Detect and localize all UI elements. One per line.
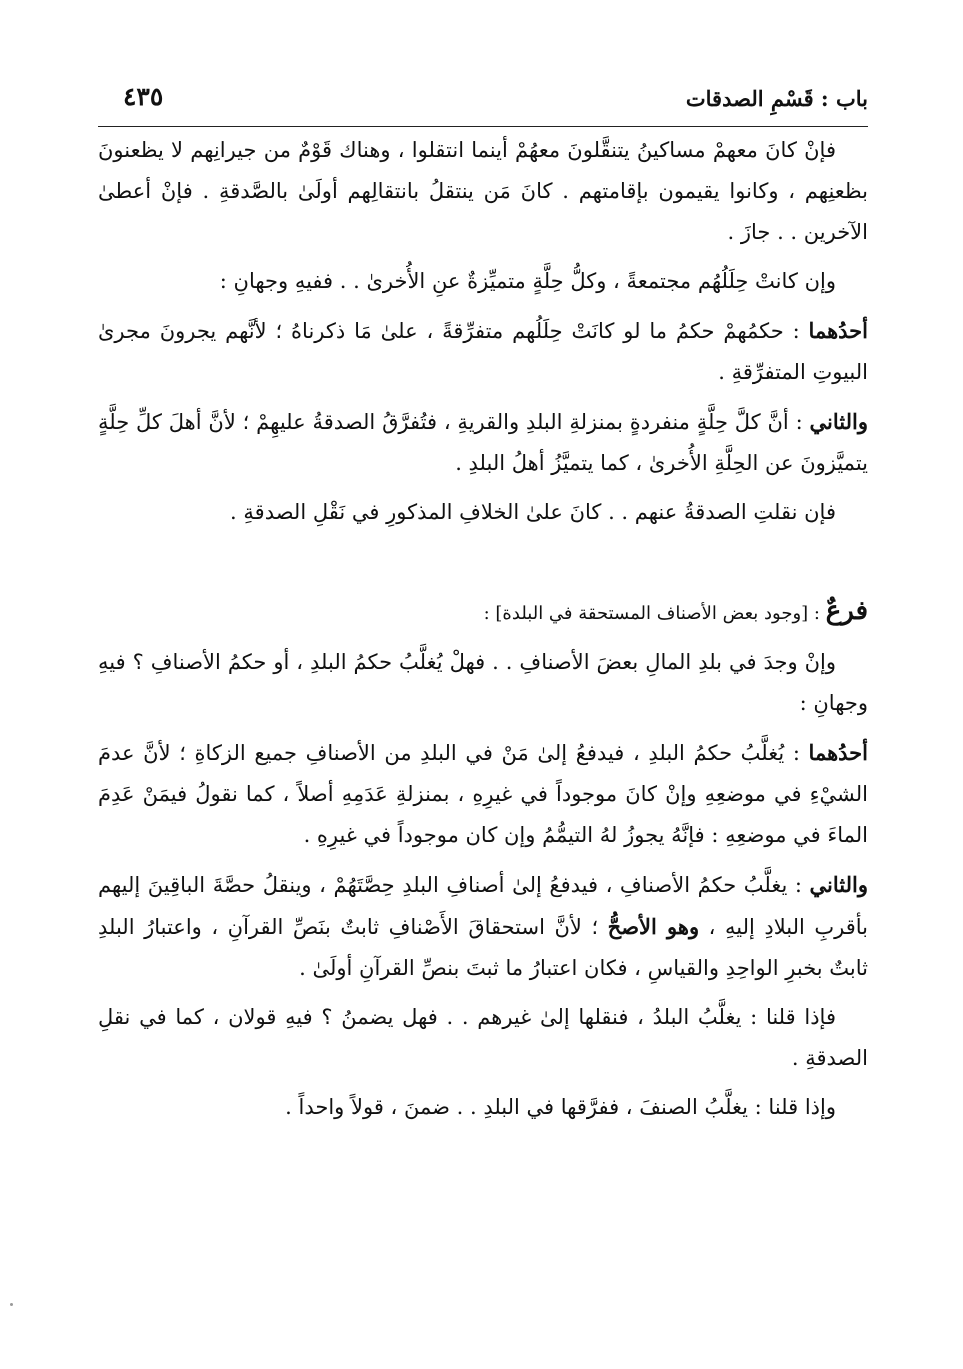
- preferred-view-label: وهو الأصحُّ: [607, 914, 700, 939]
- paragraph-5-text: فإن نقلتِ الصدقةُ عنهم . . كانَ علىٰ الخلافِ المذكورِ في نَقْلِ الصدقةِ .: [230, 500, 836, 524]
- second-view-label-2: والثاني: [809, 872, 868, 897]
- running-title: باب : قَسْمِ الصدقات: [685, 86, 868, 111]
- paragraph-9: [98, 997, 868, 1079]
- second-view-label: والثاني: [809, 409, 868, 434]
- page-header: [98, 78, 868, 124]
- far-word: فرعٌ: [825, 596, 868, 626]
- section-heading: [98, 591, 868, 634]
- paragraph-8: [98, 864, 868, 989]
- paragraph-1: [98, 130, 868, 253]
- page-number: ٤٣٥: [123, 82, 164, 111]
- paragraph-10: [98, 1087, 868, 1128]
- paragraph-9-text: فإذا قلنا : يغلَّبُ البلدُ ، فنقلها إلىٰ غيرهم . . فهل يضمنُ ؟ فيهِ قولان ، كما في نقلِ الصدقةِ .: [98, 1005, 868, 1070]
- header-rule: [98, 126, 868, 127]
- paragraph-8-text-a: : يغلَّبُ حكمُ الأصنافِ ، فيدفعُ إلىٰ أصنافِ البلدِ حِصَّتَهُمْ ، وينقلُ حصَّةَ الباقِينَ إليهم بأقربِ البلادِ إليهِ ،: [98, 873, 868, 939]
- paragraph-4-text: : أنَّ كلَّ حِلَّةٍ منفردةٍ بمنزلةِ البلدِ والقريةِ ، فتُفرَّقُ الصدقةُ عليهِمْ ؛ لأنَّ أهلَ كلِّ حِلَّةٍ يتميَّزونَ عن الحِلَّةِ الأُخرىٰ ، كما يتميَّزُ أهلُ البلدِ .: [98, 410, 868, 475]
- paragraph-6: [98, 642, 868, 724]
- paragraph-2-text: وإن كانتْ حِلَلُهُم مجتمعةً ، وكلُّ حِلَّةٍ متميِّزةٌ عنِ الأُخرىٰ . . ففيهِ وجهانِ :: [219, 269, 836, 293]
- first-view-label-2: أحدُهما: [808, 740, 868, 765]
- paragraph-10-text: وإذا قلنا : يغلَّبُ الصنفَ ، ففرَّقها في البلدِ . . ضمنَ ، قولاً واحداً .: [285, 1095, 836, 1119]
- paragraph-8-text-b: ؛ لأنَّ استحقاقَ الأَصْنافِ ثابتٌ بنَصِّ القرآنِ ، واعتبارُ البلدِ ثابتٌ بخبرِ الواحِدِ والقياسِ ، فكان اعتبارُ ما ثبتَ بنصِّ القرآنِ أولَىٰ .: [98, 915, 868, 980]
- paragraph-6-text: وإنْ وجدَ في بلدِ المالِ بعضَ الأصنافِ . . فهلْ يُغلَّبُ حكمُ البلدِ ، أو حكمُ الأصنافِ ؟ فيهِ وجهانِ :: [98, 650, 868, 715]
- paragraph-2: [98, 261, 868, 302]
- section-gap: [98, 541, 868, 591]
- first-view-label: أحدُهما: [808, 318, 868, 343]
- margin-speck: [10, 1303, 13, 1306]
- section-title: : [وجود بعض الأصناف المستحقة في البلدة] :: [483, 603, 826, 624]
- paragraph-4: [98, 401, 868, 484]
- paragraph-5: [98, 492, 868, 533]
- page-body: [98, 130, 868, 1136]
- paragraph-1-text: فإنْ كانَ معهمْ مساكينُ يتنقَّلونَ معهُمْ أينما انتقلوا ، وهناك قَوْمٌ من جيرانِهم لا يظعنونَ بظعنِهم ، وكانوا يقيمون بإقامتهم . كانَ مَن ينتقلُ بانتقالِهم أولَىٰ بالصَّدقةِ . فإنْ أعطىٰ الآخرين . . جازَ .: [98, 138, 868, 244]
- paragraph-3-text: : حكمُهمْ حكمُ ما لو كانَتْ حِلَلُهم متفرِّقةً ، علىٰ مَا ذكرناهُ ؛ لأنَّهم يجرونَ مجرىٰ البيوتِ المتفرِّقةِ .: [98, 319, 868, 384]
- paragraph-7: [98, 732, 868, 856]
- paragraph-7-text: : يُغلَّبُ حكمُ البلدِ ، فيدفعُ إلىٰ مَنْ في البلدِ من الأصنافِ جميع الزكاةِ ؛ لأنَّ عدمَ الشيْءِ في موضعِهِ وإنْ كانَ موجوداً في غيرِهِ ، بمنزلةِ عَدَمِهِ أصلاً ، كما نقولُ فيمَنْ عَدِمَ الماءَ في موضعِهِ : فإنَّهُ يجوزُ لهُ التيمُّمُ وإن كان موجوداً في غيرِهِ .: [98, 741, 868, 847]
- paragraph-3: [98, 310, 868, 393]
